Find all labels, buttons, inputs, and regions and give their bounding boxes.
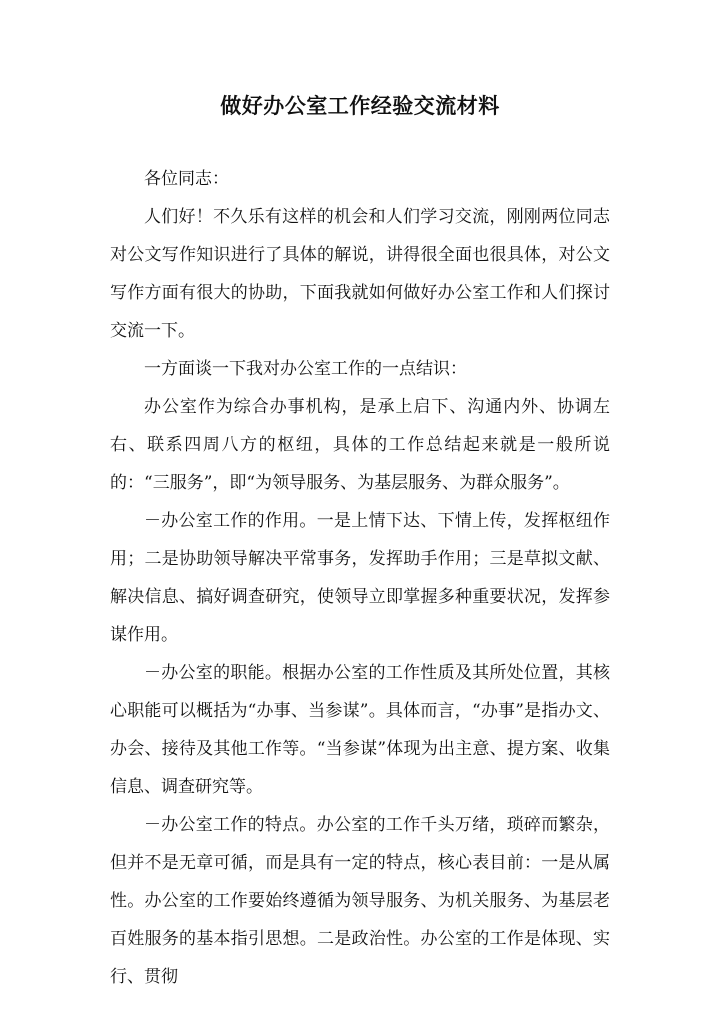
body-paragraph: 办公室作为综合办事机构，是承上启下、沟通内外、协调左右、联系四周八方的枢纽，具体的工作总结起来就是一般所说的：“三服务”，即“为领导服务、为基层服务、为群众服务”。 — [110, 397, 610, 493]
body-paragraph: －办公室的职能。根据办公室的工作性质及其所处位置，其核心职能可以概括为“办事、当参谋”。具体而言，“办事”是指办文、办会、接待及其他工作等。“当参谋”体现为出主意、提方案、收集信息、调查研究等。 — [110, 663, 610, 797]
body-paragraph: －办公室工作的特点。办公室的工作千头万绪，琐碎而繁杂，但并不是无章可循，而是具有一定的特点，核心表目前：一是从属性。办公室的工作要始终遵循为领导服务、为机关服务、为基层老百姓服务的基本指引思想。二是政治性。办公室的工作是体现、实行、贯彻 — [110, 815, 610, 987]
body-paragraph: 一方面谈一下我对办公室工作的一点结识： — [144, 359, 467, 379]
salutation-paragraph: 各位同志： — [144, 169, 229, 189]
body-paragraph: 人们好！不久乐有这样的机会和人们学习交流，刚刚两位同志对公文写作知识进行了具体的解说，讲得很全面也很具体，对公文写作方面有很大的协助，下面我就如何做好办公室工作和人们探讨交流一下。 — [110, 207, 610, 341]
document-body — [110, 160, 610, 996]
document-title: 做好办公室工作经验交流材料 — [220, 93, 500, 118]
body-paragraph: －办公室工作的作用。一是上情下达、下情上传，发挥枢纽作用；二是协助领导解决平常事务，发挥助手作用；三是草拟文献、解决信息、搞好调查研究，使领导立即掌握多种重要状况，发挥参谋作用。 — [110, 511, 610, 645]
